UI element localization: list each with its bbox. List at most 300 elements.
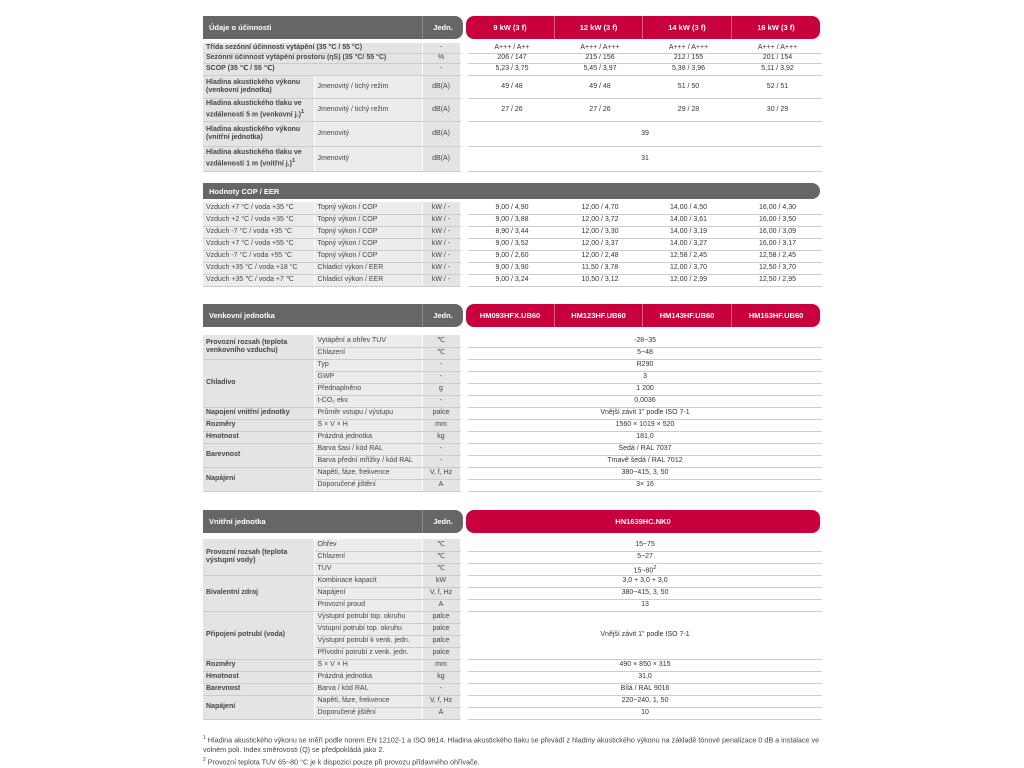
group-label: Hmotnost	[203, 671, 314, 683]
cell-value-text: 15~75	[635, 540, 655, 548]
spacer	[460, 443, 468, 455]
cop-table	[203, 202, 822, 287]
table-row	[203, 274, 822, 286]
row-unit: kg	[422, 431, 460, 443]
spacer	[460, 347, 468, 359]
group-label: Chladivo	[203, 359, 314, 407]
row-sublabel: Prázdná jednotka	[314, 431, 422, 443]
cell-value-text: 3,0 + 3,0 + 3,0	[622, 577, 668, 585]
cell-value	[468, 551, 822, 563]
cell-value	[468, 395, 822, 407]
spacer	[460, 250, 468, 262]
row-label	[203, 98, 314, 121]
spacer	[460, 551, 468, 563]
cell-value: 49 / 48	[468, 75, 556, 98]
table-row	[203, 335, 822, 347]
row-unit: mm	[422, 659, 460, 671]
row-sublabel: Topný výkon / COP	[314, 214, 422, 226]
cell-value	[468, 707, 822, 719]
group-label: Rozměry	[203, 659, 314, 671]
row-sublabel: Jmenovitý / tichý režim	[314, 75, 422, 98]
cell-value	[468, 371, 822, 383]
row-label	[203, 146, 314, 171]
spacer	[460, 683, 468, 695]
outdoor-model-3: HM163HF.UB60	[731, 304, 820, 327]
row-sublabel: Doporučené jištění	[314, 707, 422, 719]
cell-value: 16,00 / 3,09	[733, 226, 822, 238]
outdoor-model-0: HM093HFX.UB60	[479, 311, 541, 320]
table-row	[203, 539, 822, 551]
efficiency-unit-label: Jedn.	[433, 23, 453, 32]
cell-value: 51 / 50	[644, 75, 733, 98]
cell-value: 9,00 / 3,52	[468, 238, 556, 250]
cell-value-text: 5~27	[637, 553, 653, 560]
table-row	[203, 611, 822, 623]
cell-value-text: Šedá / RAL 7037	[618, 445, 672, 452]
indoor-title: Vnitřní jednotka	[209, 517, 266, 526]
row-sublabel: Výstupní potrubí k venk. jedn.	[314, 635, 422, 647]
spacer	[460, 395, 468, 407]
cell-value: 5,38 / 3,96	[644, 63, 733, 75]
cell-value	[468, 335, 822, 347]
cell-value-text: 181,0	[636, 433, 654, 440]
cell-value-text: 5~48	[637, 349, 653, 356]
cell-value-text: 220~240, 1, 50	[621, 697, 669, 705]
table-row	[203, 98, 822, 121]
cop-section-title: Hodnoty COP / EER	[209, 186, 280, 196]
row-sublabel: Prázdná jednotka	[314, 671, 422, 683]
cell-value: 212 / 155	[644, 53, 733, 63]
spacer	[460, 262, 468, 274]
row-unit: %	[422, 53, 460, 63]
cell-value-text: 1 200	[636, 385, 654, 392]
row-label: SCOP (35 ℃ / 55 ℃)	[203, 63, 422, 75]
spacer	[460, 611, 468, 623]
row-unit: dB(A)	[422, 98, 460, 121]
indoor-unit-label: Jedn.	[433, 517, 453, 526]
row-unit: ℃	[422, 563, 460, 575]
cell-value: 12,58 / 2,45	[733, 250, 822, 262]
cell-value	[468, 599, 822, 611]
table-row	[203, 121, 822, 146]
cop-section-header	[203, 183, 820, 199]
cell-value-text: Tmavě šedá / RAL 7012	[607, 457, 683, 464]
row-label: Vzduch +7 °C / voda +55 °C	[203, 238, 314, 250]
row-unit: kW / -	[422, 214, 460, 226]
row-unit: dB(A)	[422, 75, 460, 98]
row-unit: A	[422, 479, 460, 491]
row-sublabel: Chlazení	[314, 347, 422, 359]
cell-value-text: Bílá / RAL 9016	[620, 685, 670, 693]
table-row	[203, 695, 822, 707]
group-label: Napojení vnitřní jednotky	[203, 407, 314, 419]
footnote-ref: 1	[291, 157, 296, 164]
efficiency-model-3: 16 kW (3 f)	[731, 16, 820, 39]
cell-value: 12,00 / 2,99	[644, 274, 733, 286]
cell-value: 12,50 / 3,70	[733, 262, 822, 274]
cell-value: A+++ / A+++	[556, 43, 644, 53]
row-label: Vzduch +7 °C / voda +35 °C	[203, 202, 314, 214]
row-sublabel: Typ	[314, 359, 422, 371]
row-unit: mm	[422, 419, 460, 431]
cell-value: 16,00 / 3,50	[733, 214, 822, 226]
row-unit: ℃	[422, 335, 460, 347]
spacer	[460, 647, 468, 659]
spacer	[460, 671, 468, 683]
footnote	[203, 733, 823, 755]
cell-value-text: Vnější závit 1" podle ISO 7-1	[600, 409, 690, 416]
row-unit: kW / -	[422, 238, 460, 250]
table-row	[203, 63, 822, 75]
cell-value: 9,00 / 3,90	[468, 262, 556, 274]
cell-value: A+++ / A+++	[733, 43, 822, 53]
efficiency-model-0: 9 kW (3 f)	[493, 23, 527, 32]
footnote-text: Hladina akustického výkonu se měří podle norem EN 12102-1 a ISO 9614. Hladina akustického tlaku se převádí z hladiny akustického výkonu na základě tónové penalizace 0 dB a instalace ve volném poli. Index směrovosti (Q) se předpokládá jako 2.	[203, 735, 820, 755]
efficiency-table	[203, 43, 822, 172]
spacer	[460, 371, 468, 383]
cell-value: 9,00 / 4,90	[468, 202, 556, 214]
spacer	[460, 202, 468, 214]
table-row	[203, 262, 822, 274]
row-sublabel: Přednaplněno	[314, 383, 422, 395]
cell-value: 12,00 / 3,70	[644, 262, 733, 274]
row-sublabel: t-CO₂ ekv.	[314, 395, 422, 407]
group-label: Barevnost	[203, 683, 314, 695]
indoor-table	[203, 539, 822, 720]
row-unit: -	[422, 683, 460, 695]
efficiency-header-unit	[422, 16, 463, 39]
spacer	[460, 53, 468, 63]
row-sublabel: Napětí, fáze, frekvence	[314, 467, 422, 479]
cell-value: 12,58 / 2,45	[644, 250, 733, 262]
cell-value: 12,00 / 3,30	[556, 226, 644, 238]
spacer	[460, 274, 468, 286]
row-sublabel: Kombinace kapacit	[314, 575, 422, 587]
spacer	[460, 695, 468, 707]
row-unit: -	[422, 63, 460, 75]
group-label: Napájení	[203, 467, 314, 491]
spacer	[460, 383, 468, 395]
cell-value-text: R290	[636, 361, 654, 368]
cell-value	[468, 431, 822, 443]
row-label: Vzduch -7 °C / voda +55 °C	[203, 250, 314, 262]
row-unit: -	[422, 443, 460, 455]
cell-value-text: 15~80	[633, 566, 654, 574]
row-sublabel: Výstupní potrubí top. okruhu	[314, 611, 422, 623]
row-unit: -	[422, 455, 460, 467]
row-sublabel: Ohřev	[314, 539, 422, 551]
spacer	[460, 623, 468, 635]
row-sublabel: Provozní proud	[314, 599, 422, 611]
spacer	[460, 335, 468, 347]
outdoor-header-unit	[422, 304, 463, 327]
row-label: Vzduch -7 °C / voda +35 °C	[203, 226, 314, 238]
row-sublabel: Jmenovitý	[314, 146, 422, 171]
indoor-model: HN1639HC.NK0	[615, 517, 671, 526]
cell-value: A+++ / A++	[468, 43, 556, 53]
table-row	[203, 202, 822, 214]
cell-value: 14,00 / 3,61	[644, 214, 733, 226]
spacer	[460, 359, 468, 371]
row-unit: -	[422, 395, 460, 407]
cell-value: 27 / 26	[468, 98, 556, 121]
cell-value: 27 / 26	[556, 98, 644, 121]
efficiency-model-2: 14 kW (3 f)	[642, 16, 731, 39]
spacer	[460, 43, 468, 53]
cell-value: 49 / 48	[556, 75, 644, 98]
group-label: Bivalentní zdroj	[203, 575, 314, 611]
row-label	[203, 121, 314, 146]
row-unit: kW / -	[422, 226, 460, 238]
cell-value: 215 / 156	[556, 53, 644, 63]
row-sublabel: Topný výkon / COP	[314, 226, 422, 238]
cell-value: 201 / 154	[733, 53, 822, 63]
spacer	[460, 75, 468, 98]
table-row	[203, 146, 822, 171]
table-row	[203, 407, 822, 419]
row-label-text: Hladina akustického tlaku ve vzdálenosti 1 m (vnitřní j.)	[206, 148, 302, 168]
cell-value	[468, 347, 822, 359]
table-row	[203, 431, 822, 443]
cell-value	[468, 407, 822, 419]
table-row	[203, 683, 822, 695]
cell-value	[468, 563, 822, 575]
row-unit: V, f, Hz	[422, 695, 460, 707]
spacer	[460, 659, 468, 671]
table-row	[203, 214, 822, 226]
cell-value-text: 380~415, 3, 50	[621, 469, 669, 476]
cell-value: 206 / 147	[468, 53, 556, 63]
row-label-text: Hladina akustického výkonu (venkovní jednotka)	[206, 78, 301, 94]
spacer	[460, 539, 468, 551]
row-unit: V, f, Hz	[422, 587, 460, 599]
row-sublabel: Vytápění a ohřev TUV	[314, 335, 422, 347]
row-sublabel: Jmenovitý	[314, 121, 422, 146]
row-sublabel: Barva šasi / kód RAL	[314, 443, 422, 455]
cell-value-text: 3	[643, 373, 647, 380]
row-unit: dB(A)	[422, 121, 460, 146]
efficiency-header-title	[203, 16, 422, 39]
row-sublabel: Chladicí výkon / EER	[314, 274, 422, 286]
row-sublabel: Barva přední mřížky / kód RAL	[314, 455, 422, 467]
table-row	[203, 467, 822, 479]
row-unit: dB(A)	[422, 146, 460, 171]
spacer	[460, 121, 468, 146]
cell-value-text: 10	[641, 709, 649, 717]
outdoor-model-2: HM143HF.UB60	[642, 304, 731, 327]
row-sublabel: Topný výkon / COP	[314, 250, 422, 262]
cell-value	[468, 383, 822, 395]
cell-value: 16,00 / 3,17	[733, 238, 822, 250]
cell-value	[468, 419, 822, 431]
cell-value: 5,23 / 3,75	[468, 63, 556, 75]
spacer	[460, 214, 468, 226]
footnote-mark: 1	[203, 735, 206, 741]
row-unit: palce	[422, 611, 460, 623]
outdoor-title: Venkovní jednotka	[209, 311, 275, 320]
row-label-text: Hladina akustického tlaku ve vzdálenosti 5 m (venkovní j.)	[206, 99, 302, 119]
cell-value: 16,00 / 4,30	[733, 202, 822, 214]
spacer	[460, 587, 468, 599]
cell-value: 11,50 / 3,78	[556, 262, 644, 274]
row-sublabel: Napájení	[314, 587, 422, 599]
cell-value-text: 1560 × 1019 × 520	[615, 421, 675, 428]
row-unit: V, f, Hz	[422, 467, 460, 479]
outdoor-table	[203, 335, 822, 492]
cell-value	[468, 683, 822, 695]
row-unit: A	[422, 707, 460, 719]
efficiency-title: Údaje o účinnosti	[209, 23, 272, 32]
cell-value: 9,00 / 2,60	[468, 250, 556, 262]
table-row	[203, 53, 822, 63]
row-sublabel: Průměr vstupu / výstupu	[314, 407, 422, 419]
row-unit: kg	[422, 671, 460, 683]
spacer	[460, 407, 468, 419]
row-sublabel: Jmenovitý / tichý režim	[314, 98, 422, 121]
row-unit: -	[422, 43, 460, 53]
cell-value: 12,00 / 3,72	[556, 214, 644, 226]
spacer	[460, 575, 468, 587]
row-sublabel: Š × V × H	[314, 659, 422, 671]
cell-value: 12,50 / 2,95	[733, 274, 822, 286]
row-unit: ℃	[422, 539, 460, 551]
indoor-header-title	[203, 510, 422, 533]
row-sublabel: Vstupní potrubí top. okruhu	[314, 623, 422, 635]
cell-value: 9,00 / 3,24	[468, 274, 556, 286]
row-sublabel: Přívodní potrubí z venk. jedn.	[314, 647, 422, 659]
efficiency-model-bar	[466, 16, 820, 39]
row-sublabel: TUV	[314, 563, 422, 575]
cell-value-text: 3× 16	[636, 481, 654, 488]
row-sublabel: Chlazení	[314, 551, 422, 563]
footnote-text: Provozní teplota TUV 65~80 °C je k dispozici pouze při provozu přídavného ohřívače.	[207, 757, 480, 767]
spacer	[460, 238, 468, 250]
row-sublabel: Topný výkon / COP	[314, 238, 422, 250]
table-row	[203, 659, 822, 671]
cell-value: 10,50 / 3,12	[556, 274, 644, 286]
spacer	[460, 226, 468, 238]
cell-value-text: 13	[641, 601, 649, 609]
row-label-text: Hladina akustického výkonu (vnitřní jednotka)	[206, 125, 301, 141]
row-unit: g	[422, 383, 460, 395]
row-unit: ℃	[422, 551, 460, 563]
cell-value: 39	[468, 121, 822, 146]
cell-value: 30 / 29	[733, 98, 822, 121]
spacer	[460, 599, 468, 611]
spacer	[460, 635, 468, 647]
cell-value	[468, 467, 822, 479]
row-sublabel: Napětí, fáze, frekvence	[314, 695, 422, 707]
row-label: Vzduch +35 ℃ / voda +7 ℃	[203, 274, 314, 286]
footnote-ref: 2	[653, 564, 657, 571]
cell-value-text: 0,0036	[634, 397, 656, 404]
group-label: Napájení	[203, 695, 314, 719]
row-label: Sezónní účinnost vytápění prostoru (ηS) (35 °C/ 55 °C)	[203, 53, 422, 63]
table-row	[203, 671, 822, 683]
cell-value: 12,00 / 4,70	[556, 202, 644, 214]
cell-value: 29 / 28	[644, 98, 733, 121]
row-unit: ℃	[422, 347, 460, 359]
row-unit: kW / -	[422, 202, 460, 214]
table-row	[203, 75, 822, 98]
group-label: Barevnost	[203, 443, 314, 467]
row-unit: kW / -	[422, 262, 460, 274]
spacer	[460, 419, 468, 431]
footnote	[203, 755, 823, 767]
indoor-model-bar	[466, 510, 820, 533]
row-label: Vzduch +35 °C / voda +18 °C	[203, 262, 314, 274]
cell-value	[468, 443, 822, 455]
row-sublabel: Doporučené jištění	[314, 479, 422, 491]
row-unit: palce	[422, 407, 460, 419]
efficiency-model-1: 12 kW (3 f)	[554, 16, 642, 39]
row-unit: -	[422, 359, 460, 371]
cell-value	[468, 359, 822, 371]
table-row	[203, 443, 822, 455]
cell-value: 31	[468, 146, 822, 171]
cell-value	[468, 695, 822, 707]
table-row	[203, 419, 822, 431]
row-unit: palce	[422, 647, 460, 659]
row-sublabel: Barva / kód RAL	[314, 683, 422, 695]
outdoor-unit-label: Jedn.	[433, 311, 453, 320]
row-unit: A	[422, 599, 460, 611]
cell-value	[468, 587, 822, 599]
spacer	[460, 98, 468, 121]
row-unit: palce	[422, 623, 460, 635]
footnotes	[203, 733, 823, 768]
row-sublabel: Chladicí výkon / EER	[314, 262, 422, 274]
cell-value	[468, 575, 822, 587]
row-label: Vzduch +2 °C / voda +35 °C	[203, 214, 314, 226]
table-row	[203, 250, 822, 262]
cell-value: 14,00 / 3,19	[644, 226, 733, 238]
cell-value	[468, 455, 822, 467]
outdoor-header-title	[203, 304, 422, 327]
spacer	[460, 431, 468, 443]
cell-value: 5,45 / 3,97	[556, 63, 644, 75]
indoor-header-unit	[422, 510, 463, 533]
row-unit: -	[422, 371, 460, 383]
row-unit: kW / -	[422, 274, 460, 286]
cell-value: 14,00 / 3,27	[644, 238, 733, 250]
table-row	[203, 43, 822, 53]
group-label: Provozní rozsah (teplota výstupní vody)	[203, 539, 314, 575]
table-row	[203, 359, 822, 371]
table-row	[203, 238, 822, 250]
spacer	[460, 455, 468, 467]
outdoor-model-bar	[466, 304, 820, 327]
cell-value-text: 380~415, 3, 50	[621, 589, 669, 597]
cell-value	[468, 659, 822, 671]
cell-value: 8,90 / 3,44	[468, 226, 556, 238]
footnote-mark: 2	[203, 757, 206, 764]
cell-value: A+++ / A+++	[644, 43, 733, 53]
cell-value: 9,00 / 3,88	[468, 214, 556, 226]
spacer	[460, 467, 468, 479]
cell-value: 12,00 / 2,48	[556, 250, 644, 262]
cell-value-text: -28~35	[634, 336, 656, 344]
table-row	[203, 226, 822, 238]
row-sublabel: Š × V × H	[314, 419, 422, 431]
row-unit: kW / -	[422, 250, 460, 262]
spacer	[460, 63, 468, 75]
spacer	[460, 707, 468, 719]
spacer	[460, 563, 468, 575]
row-sublabel: Topný výkon / COP	[314, 202, 422, 214]
cell-value: 12,00 / 3,37	[556, 238, 644, 250]
row-label: Třída sezónní účinnosti vytápění (35 °C / 55 °C)	[203, 43, 422, 53]
